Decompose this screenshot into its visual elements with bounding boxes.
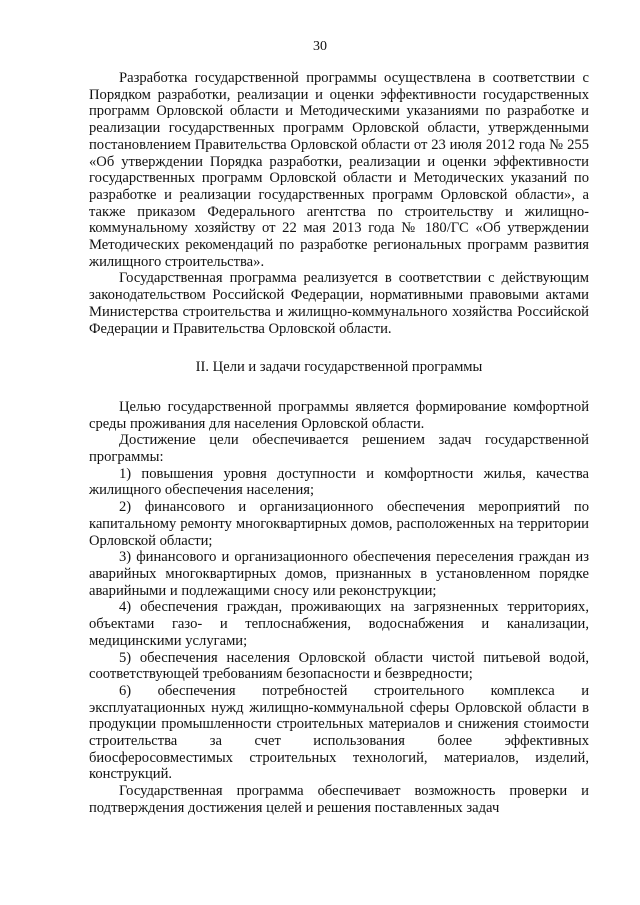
- paragraph: Государственная программа обеспечивает возможность проверки и подтверждения достижения целей и решения поставленных задач: [89, 783, 589, 816]
- paragraph: Государственная программа реализуется в соответствии с действующим законодательством Российской Федерации, нормативными правовыми актами Министерства строительства и жилищно-коммунального хозяйства Российской Федерации и Правительства Орловской области.: [89, 270, 589, 337]
- section-heading: II. Цели и задачи государственной программы: [195, 359, 483, 376]
- page-number: 30: [313, 39, 327, 54]
- paragraph: Целью государственной программы является формирование комфортной среды проживания для населения Орловской области.: [89, 398, 589, 432]
- document-body: [89, 70, 589, 817]
- paragraph: Достижение цели обеспечивается решением задач государственной программы:: [89, 432, 589, 466]
- list-item: 2) финансового и организационного обеспечения мероприятий по капитальному ремонту многоквартирных домов, расположенных на территории Орловской области;: [89, 499, 589, 549]
- list-item: 5) обеспечения населения Орловской области чистой питьевой водой, соответствующей требованиям безопасности и безвредности;: [89, 649, 589, 683]
- list-item: 3) финансового и организационного обеспечения переселения граждан из аварийных многоквартирных домов, признанных в установленном порядке аварийными и подлежащими сносу или реконструкции;: [89, 549, 589, 599]
- list-item: 4) обеспечения граждан, проживающих на загрязненных территориях, объектами газо- и теплоснабжения, водоснабжения и канализации, медицинскими услугами;: [89, 599, 589, 649]
- list-item: 6) обеспечения потребностей строительного комплекса и эксплуатационных нужд жилищно-коммунальной сферы Орловской области в продукции промышленности строительных материалов и снижения стоимости строительства за счет использования более эффективных биосферосовместимых строительных технологий, материалов, изделий, конструкций.: [89, 682, 589, 783]
- list-item: 1) повышения уровня доступности и комфортности жилья, качества жилищного обеспечения населения;: [89, 465, 589, 499]
- paragraph: Разработка государственной программы осуществлена в соответствии с Порядком разработки, реализации и оценки эффективности государственных программ Орловской области и Методическими указаниями по разработке и реализации государственных программ Орловской области, утвержденными постановлением Правительства Орловской области от 23 июля 2012 года № 255 «Об утверждении Порядка разработки, реализации и оценки эффективности государственных программ Орловской области и Методических указаний по разработке и реализации государственных программ Орловской области», а также приказом Федерального агентства по строительству и жилищно-коммунальному хозяйству от 22 мая 2013 года № 180/ГС «Об утверждении Методических рекомендаций по разработке региональных программ развития жилищного строительства».: [89, 70, 589, 270]
